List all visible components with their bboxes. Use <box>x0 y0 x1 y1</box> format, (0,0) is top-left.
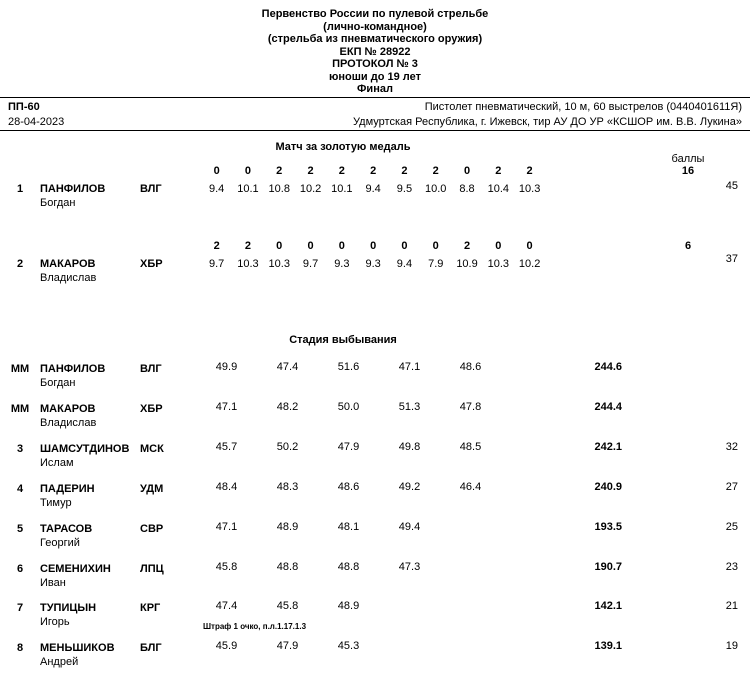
total-score: 142.1 <box>594 600 622 612</box>
series-score: 48.3 <box>276 481 299 493</box>
shot-point: 0 <box>244 165 251 177</box>
shot-score: 9.5 <box>396 183 413 195</box>
shot-score: 10.3 <box>237 258 259 270</box>
header-line-type: (лично-командное) <box>323 20 427 33</box>
event-date: 28-04-2023 <box>8 116 65 128</box>
series-scores <box>196 401 501 413</box>
shot-point: 2 <box>370 165 377 177</box>
shot-score: 9.3 <box>365 258 381 270</box>
info-left <box>8 100 64 130</box>
header-line-ekp: ЕКП № 28922 <box>339 45 411 58</box>
shooter-rank: 4 <box>16 483 24 495</box>
shooter-club: ВЛГ <box>140 183 162 195</box>
series-score: 47.3 <box>398 561 421 573</box>
series-score: 47.4 <box>276 361 299 373</box>
points-column-label: баллы <box>671 153 705 165</box>
shooter-rank: 8 <box>16 642 24 654</box>
shooter-surname: ПАДЕРИН <box>40 483 95 495</box>
shooter-rank: 7 <box>16 602 24 614</box>
shot-score: 8.8 <box>459 183 475 195</box>
shot-point: 0 <box>307 240 314 252</box>
series-scores <box>196 481 501 493</box>
series-score: 48.8 <box>276 561 299 573</box>
shot-score: 9.4 <box>209 183 225 195</box>
shot-point: 2 <box>307 165 314 177</box>
shot-point: 2 <box>463 240 471 252</box>
shooter-club: ВЛГ <box>140 363 162 375</box>
shot-scores-cells <box>201 258 545 270</box>
series-score: 48.2 <box>276 401 299 413</box>
shooter-rank: ММ <box>10 363 30 375</box>
series-score: 47.1 <box>215 521 238 533</box>
shooter-club: МСК <box>140 443 164 455</box>
shot-point: 2 <box>338 165 345 177</box>
shot-score: 10.2 <box>518 258 541 270</box>
shot-point: 0 <box>526 240 533 252</box>
series-score: 50.2 <box>276 441 299 453</box>
series-score: 47.9 <box>337 441 360 453</box>
series-score <box>440 600 501 612</box>
series-score <box>440 521 501 533</box>
series-score: 47.4 <box>215 600 238 612</box>
shooter-rank: ММ <box>10 403 30 415</box>
shot-point: 0 <box>370 240 377 252</box>
series-score: 46.4 <box>459 481 482 493</box>
total-score: 244.4 <box>594 401 622 413</box>
shot-points-cells <box>201 240 545 252</box>
series-score: 45.8 <box>215 561 238 573</box>
total-score: 240.9 <box>594 481 622 493</box>
series-score: 48.6 <box>337 481 360 493</box>
match-points-total: 6 <box>684 240 692 252</box>
shot-points-cells <box>201 165 545 177</box>
shooter-club: СВР <box>140 523 164 535</box>
shooter-club: УДМ <box>140 483 164 495</box>
venue-description: Удмуртская Республика, г. Ижевск, тир АУ ДО УР «КСШОР им. В.В. Лукина» <box>353 116 742 128</box>
elimination-title: Стадия выбывания <box>289 334 397 346</box>
shot-score: 10.3 <box>518 183 541 195</box>
series-score: 48.8 <box>337 561 360 573</box>
shooter-surname: ПАНФИЛОВ <box>40 363 106 375</box>
shooter-firstname: Игорь <box>40 616 70 628</box>
match-points-total: 16 <box>681 165 695 177</box>
info-right <box>353 100 742 130</box>
series-score <box>440 640 501 652</box>
shooter-firstname: Тимур <box>40 497 72 509</box>
rating-points: 19 <box>725 640 738 652</box>
event-code: ПП-60 <box>8 101 40 113</box>
shooter-club: ЛПЦ <box>140 563 164 575</box>
series-score: 49.8 <box>398 441 421 453</box>
shot-score: 9.4 <box>396 258 413 270</box>
series-score: 48.6 <box>459 361 482 373</box>
shot-point: 0 <box>432 240 439 252</box>
shooter-surname: МАКАРОВ <box>40 403 96 415</box>
series-score <box>440 561 501 573</box>
shooter-rank: 5 <box>16 523 24 535</box>
shooter-firstname: Богдан <box>40 377 76 389</box>
total-score: 190.7 <box>594 561 622 573</box>
series-scores <box>196 441 501 453</box>
series-score <box>379 640 440 652</box>
series-score: 48.1 <box>337 521 360 533</box>
rating-points: 23 <box>725 561 738 573</box>
shot-score: 10.3 <box>268 258 290 270</box>
header-line-protocol-number: ПРОТОКОЛ № 3 <box>332 58 418 70</box>
shot-score: 9.4 <box>365 183 381 195</box>
penalty-note: Штраф 1 очко, п.л.1.17.1.3 <box>203 622 307 631</box>
shot-point: 0 <box>401 240 408 252</box>
shooter-rank: 2 <box>16 258 24 270</box>
shot-point: 0 <box>463 165 471 177</box>
shooter-surname: ПАНФИЛОВ <box>40 183 106 195</box>
series-score: 47.1 <box>398 361 421 373</box>
shooter-surname: МЕНЬШИКОВ <box>40 642 115 654</box>
series-score: 45.9 <box>215 640 238 652</box>
shooter-surname: СЕМЕНИХИН <box>40 563 111 575</box>
series-scores <box>196 600 501 612</box>
series-score <box>379 600 440 612</box>
total-score: 193.5 <box>594 521 622 533</box>
shot-point: 2 <box>432 165 439 177</box>
shot-score: 9.7 <box>209 258 225 270</box>
rating-points: 27 <box>725 481 738 493</box>
shot-score: 10.2 <box>299 183 322 195</box>
series-score: 50.0 <box>337 401 360 413</box>
shooter-firstname: Андрей <box>40 656 79 668</box>
shooter-firstname: Владислав <box>40 417 97 429</box>
info-block <box>0 97 750 131</box>
shooter-club: ХБР <box>140 258 163 270</box>
shot-point: 0 <box>213 165 220 177</box>
rating-points: 21 <box>725 600 738 612</box>
total-score: 244.6 <box>594 361 622 373</box>
series-scores <box>196 561 501 573</box>
series-score: 48.5 <box>459 441 482 453</box>
shooter-club: КРГ <box>140 602 161 614</box>
shooter-surname: ТУПИЦЫН <box>40 602 97 614</box>
series-score: 51.6 <box>337 361 360 373</box>
series-score: 47.1 <box>215 401 238 413</box>
shooter-firstname: Владислав <box>40 272 97 284</box>
series-score: 49.4 <box>398 521 421 533</box>
shooter-rank: 6 <box>16 563 24 575</box>
shot-score: 9.7 <box>302 258 319 270</box>
rating-points: 32 <box>725 441 738 453</box>
shot-point: 0 <box>276 240 283 252</box>
shooter-rank: 1 <box>16 183 24 195</box>
shot-score: 10.4 <box>487 183 510 195</box>
series-score: 49.2 <box>398 481 421 493</box>
series-score: 48.9 <box>276 521 299 533</box>
shot-score: 10.1 <box>237 183 259 195</box>
discipline-description: Пистолет пневматический, 10 м, 60 выстрелов (0440401611Я) <box>424 101 742 113</box>
shot-score: 10.3 <box>487 258 510 270</box>
shot-score: 7.9 <box>428 258 444 270</box>
shot-score: 10.1 <box>331 183 353 195</box>
shot-point: 0 <box>338 240 345 252</box>
shooter-firstname: Богдан <box>40 197 76 209</box>
series-score: 51.3 <box>398 401 421 413</box>
shooter-surname: МАКАРОВ <box>40 258 96 270</box>
total-score: 242.1 <box>594 441 622 453</box>
gold-match-title: Матч за золотую медаль <box>275 141 411 153</box>
shooter-firstname: Ислам <box>40 457 74 469</box>
document-header <box>0 8 750 96</box>
series-score: 47.9 <box>276 640 299 652</box>
shooter-surname: ШАМСУТДИНОВ <box>40 443 130 455</box>
series-scores <box>196 640 501 652</box>
total-score: 139.1 <box>594 640 622 652</box>
shot-point: 2 <box>213 240 220 252</box>
shooter-surname: ТАРАСОВ <box>40 523 93 535</box>
shot-point: 2 <box>401 165 408 177</box>
series-score: 45.8 <box>276 600 299 612</box>
shot-score: 10.9 <box>456 258 478 270</box>
shooter-club: БЛГ <box>140 642 162 654</box>
shot-point: 0 <box>495 240 502 252</box>
header-line-weapon: (стрельба из пневматического оружия) <box>267 33 483 45</box>
shot-score: 9.3 <box>334 258 350 270</box>
rating-points: 45 <box>725 180 738 192</box>
series-score: 49.9 <box>215 361 238 373</box>
shot-point: 2 <box>495 165 502 177</box>
series-score: 45.7 <box>215 441 238 453</box>
series-score: 45.3 <box>337 640 360 652</box>
series-score: 48.9 <box>337 600 360 612</box>
rating-points: 37 <box>725 253 738 265</box>
header-line-stage: Финал <box>357 83 393 95</box>
shot-point: 2 <box>276 165 283 177</box>
shot-point: 2 <box>526 165 533 177</box>
series-score: 47.8 <box>459 401 482 413</box>
shooter-rank: 3 <box>16 443 24 455</box>
rating-points: 25 <box>725 521 738 533</box>
series-score: 48.4 <box>215 481 238 493</box>
shot-scores-cells <box>201 183 545 195</box>
shooter-firstname: Иван <box>40 577 66 589</box>
shot-score: 10.8 <box>268 183 290 195</box>
shot-point: 2 <box>244 240 251 252</box>
series-scores <box>196 361 501 373</box>
shot-score: 10.0 <box>425 183 447 195</box>
series-scores <box>196 521 501 533</box>
header-line-age-group: юноши до 19 лет <box>329 70 421 83</box>
header-line-competition: Первенство России по пулевой стрельбе <box>261 8 489 20</box>
shooter-firstname: Георгий <box>40 537 80 549</box>
shooter-club: ХБР <box>140 403 163 415</box>
